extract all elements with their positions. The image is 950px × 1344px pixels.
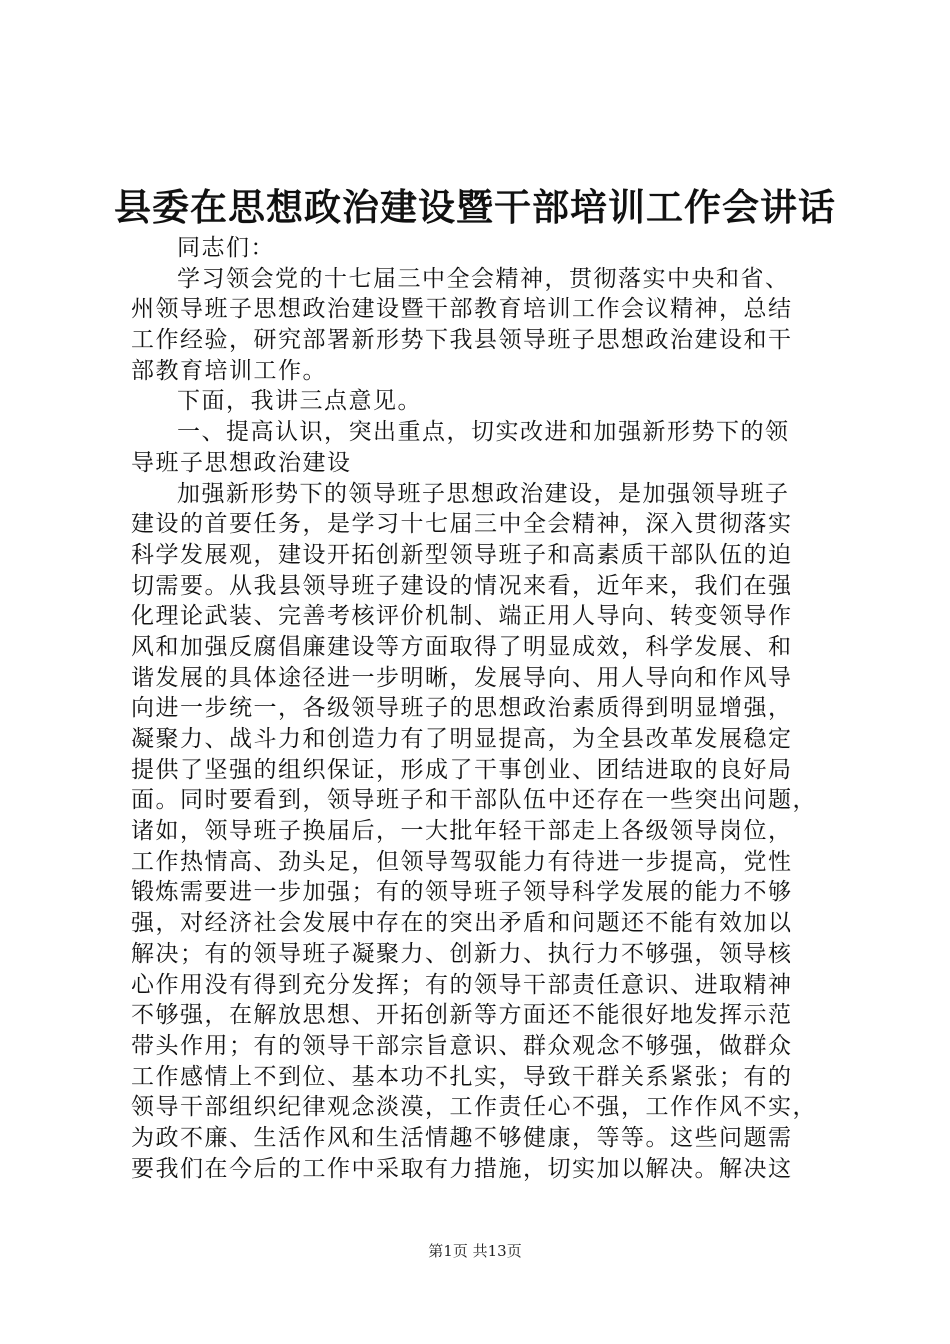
text-line: 锻炼需要进一步加强；有的领导班子领导科学发展的能力不够 [131, 879, 793, 906]
text-line: 提供了坚强的组织保证，形成了干事创业、团结进取的良好局 [131, 756, 793, 783]
text-line: 一、提高认识，突出重点，切实改进和加强新形势下的领 [177, 419, 790, 446]
text-line: 心作用没有得到充分发挥；有的领导干部责任意识、进取精神 [131, 971, 793, 998]
text-line: 同志们： [177, 235, 275, 261]
text-line: 学习领会党的十七届三中全会精神，贯彻落实中央和省、 [177, 265, 790, 292]
text-line: 风和加强反腐倡廉建设等方面取得了明显成效，科学发展、和 [131, 633, 793, 660]
text-line: 不够强，在解放思想、开拓创新等方面还不能很好地发挥示范 [131, 1002, 793, 1029]
document-body [131, 233, 831, 1184]
text-line: 领导干部组织纪律观念淡漠，工作责任心不强，工作作风不实， [131, 1094, 817, 1121]
text-line: 凝聚力、战斗力和创造力有了明显提高，为全县改革发展稳定 [131, 726, 793, 752]
text-line: 为政不廉、生活作风和生活情趣不够健康，等等。这些问题需 [131, 1124, 793, 1151]
text-line: 谐发展的具体途径进一步明晰，发展导向、用人导向和作风导 [131, 664, 793, 691]
text-line: 部教育培训工作。 [131, 357, 327, 384]
text-line: 要我们在今后的工作中采取有力措施，切实加以解决。解决这 [131, 1155, 793, 1182]
text-line: 建设的首要任务，是学习十七届三中全会精神，深入贯彻落实 [131, 511, 793, 538]
text-line: 工作感情上不到位、基本功不扎实，导致干群关系紧张；有的 [131, 1063, 793, 1090]
document-title: 县委在思想政治建设暨干部培训工作会讲话 [114, 185, 836, 229]
text-line: 切需要。从我县领导班子建设的情况来看，近年来，我们在强 [131, 572, 793, 599]
page-footer: 第1页 共13页 [428, 1242, 522, 1260]
text-line: 解决；有的领导班子凝聚力、创新力、执行力不够强，领导核 [131, 940, 793, 967]
text-line: 诸如，领导班子换届后，一大批年轻干部走上各级领导岗位， [131, 818, 793, 845]
text-line: 下面，我讲三点意见。 [177, 388, 422, 415]
text-line: 导班子思想政治建设 [131, 449, 352, 476]
text-line: 化理论武装、完善考核评价机制、端正用人导向、转变领导作 [131, 603, 793, 630]
text-line: 工作热情高、劲头足，但领导驾驭能力有待进一步提高，党性 [131, 848, 793, 875]
text-line: 带头作用；有的领导干部宗旨意识、群众观念不够强，做群众 [131, 1032, 793, 1059]
text-line: 工作经验，研究部署新形势下我县领导班子思想政治建设和干 [131, 327, 793, 354]
text-line: 加强新形势下的领导班子思想政治建设，是加强领导班子 [177, 480, 790, 507]
text-line: 强，对经济社会发展中存在的突出矛盾和问题还不能有效加以 [131, 910, 793, 937]
text-line: 面。同时要看到，领导班子和干部队伍中还存在一些突出问题， [131, 787, 817, 814]
text-line: 科学发展观，建设开拓创新型领导班子和高素质干部队伍的迫 [131, 541, 793, 568]
text-line: 向进一步统一，各级领导班子的思想政治素质得到明显增强， [131, 695, 793, 722]
text-line: 州领导班子思想政治建设暨干部教育培训工作会议精神，总结 [131, 296, 793, 323]
